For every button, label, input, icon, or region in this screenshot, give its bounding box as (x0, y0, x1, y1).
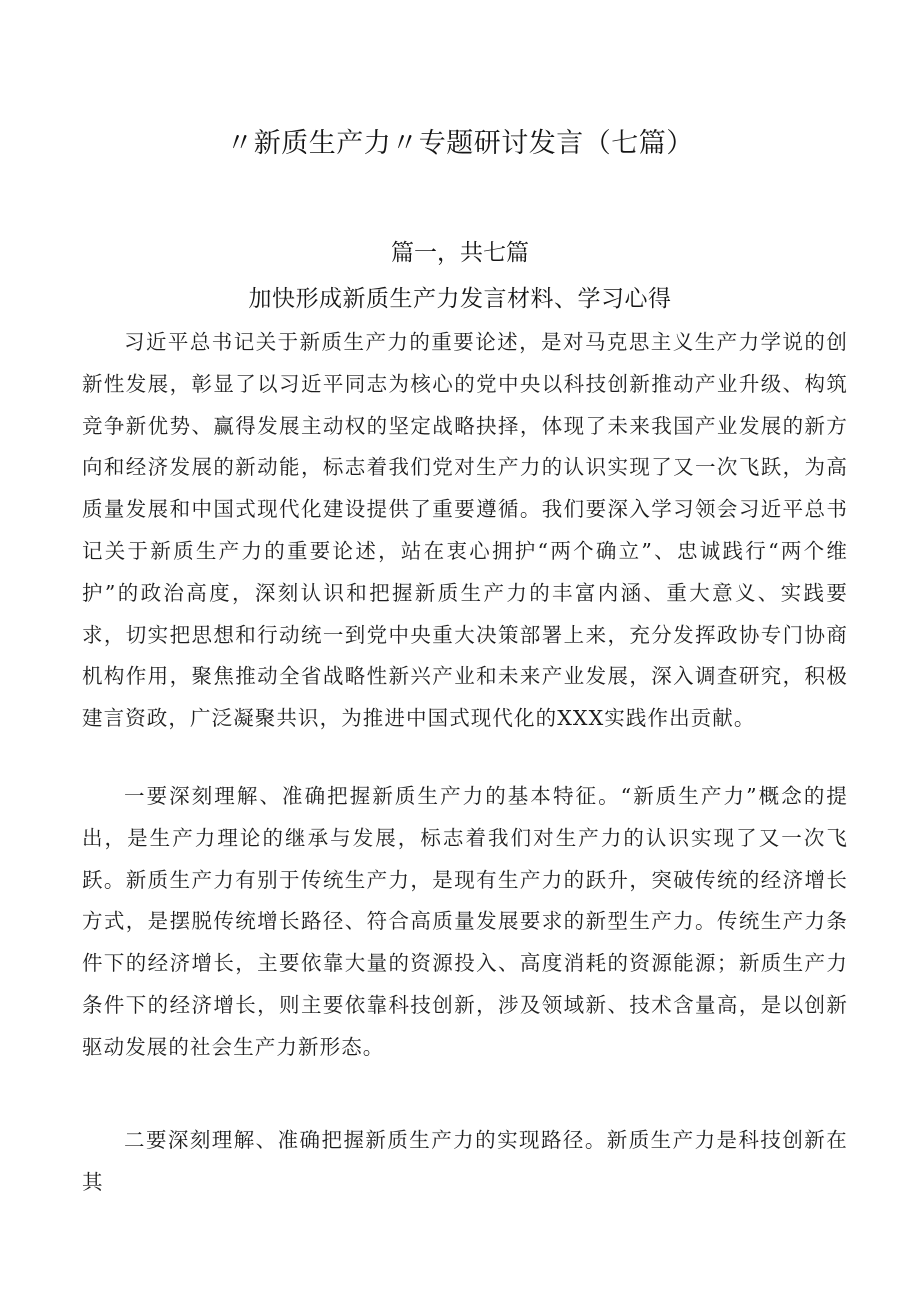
document-title: 〃新质生产力〃专题研讨发言（七篇） (226, 128, 694, 159)
section-title: 加快形成新质生产力发言材料、学习心得 (248, 286, 672, 312)
body-paragraph-2: 一要深刻理解、准确把握新质生产力的基本特征。“新质生产力”概念的提出，是生产力理论的继承与发展，标志着我们对生产力的认识实现了又一次飞跃。新质生产力有别于传统生产力，是现有生产力的跃升，突破传统的经济增长方式，是摆脱传统增长路径、符合高质量发展要求的新型生产力。传统生产力条件下的经济增长，主要依靠大量的资源投入、高度消耗的资源能源；新质生产力条件下的经济增长，则主要依靠科技创新，涉及领域新、技术含量高，是以创新驱动发展的社会生产力新形态。 (82, 784, 848, 1059)
body-paragraph-1: 习近平总书记关于新质生产力的重要论述，是对马克思主义生产力学说的创新性发展，彰显了以习近平同志为核心的党中央以科技创新推动产业升级、构筑竞争新优势、赢得发展主动权的坚定战略抉择，体现了未来我国产业发展的新方向和经济发展的新动能，标志着我们党对生产力的认识实现了又一次飞跃，为高质量发展和中国式现代化建设提供了重要遵循。我们要深入学习领会习近平总书记关于新质生产力的重要论述，站在衷心拥护“两个确立”、忠诚践行“两个维护”的政治高度，深刻认识和把握新质生产力的丰富内涵、重大意义、实践要求，切实把思想和行动统一到党中央重大决策部署上来，充分发挥政协专门协商机构作用，聚焦推动全省战略性新兴产业和未来产业发展，深入调查研究，积极建言资政，广泛凝聚共识，为推进中国式现代化的XXX实践作出贡献。 (82, 330, 848, 731)
section-label: 篇一，共七篇 (391, 240, 529, 266)
body-paragraph-3: 二要深刻理解、准确把握新质生产力的实现路径。新质生产力是科技创新在其 (82, 1128, 848, 1194)
